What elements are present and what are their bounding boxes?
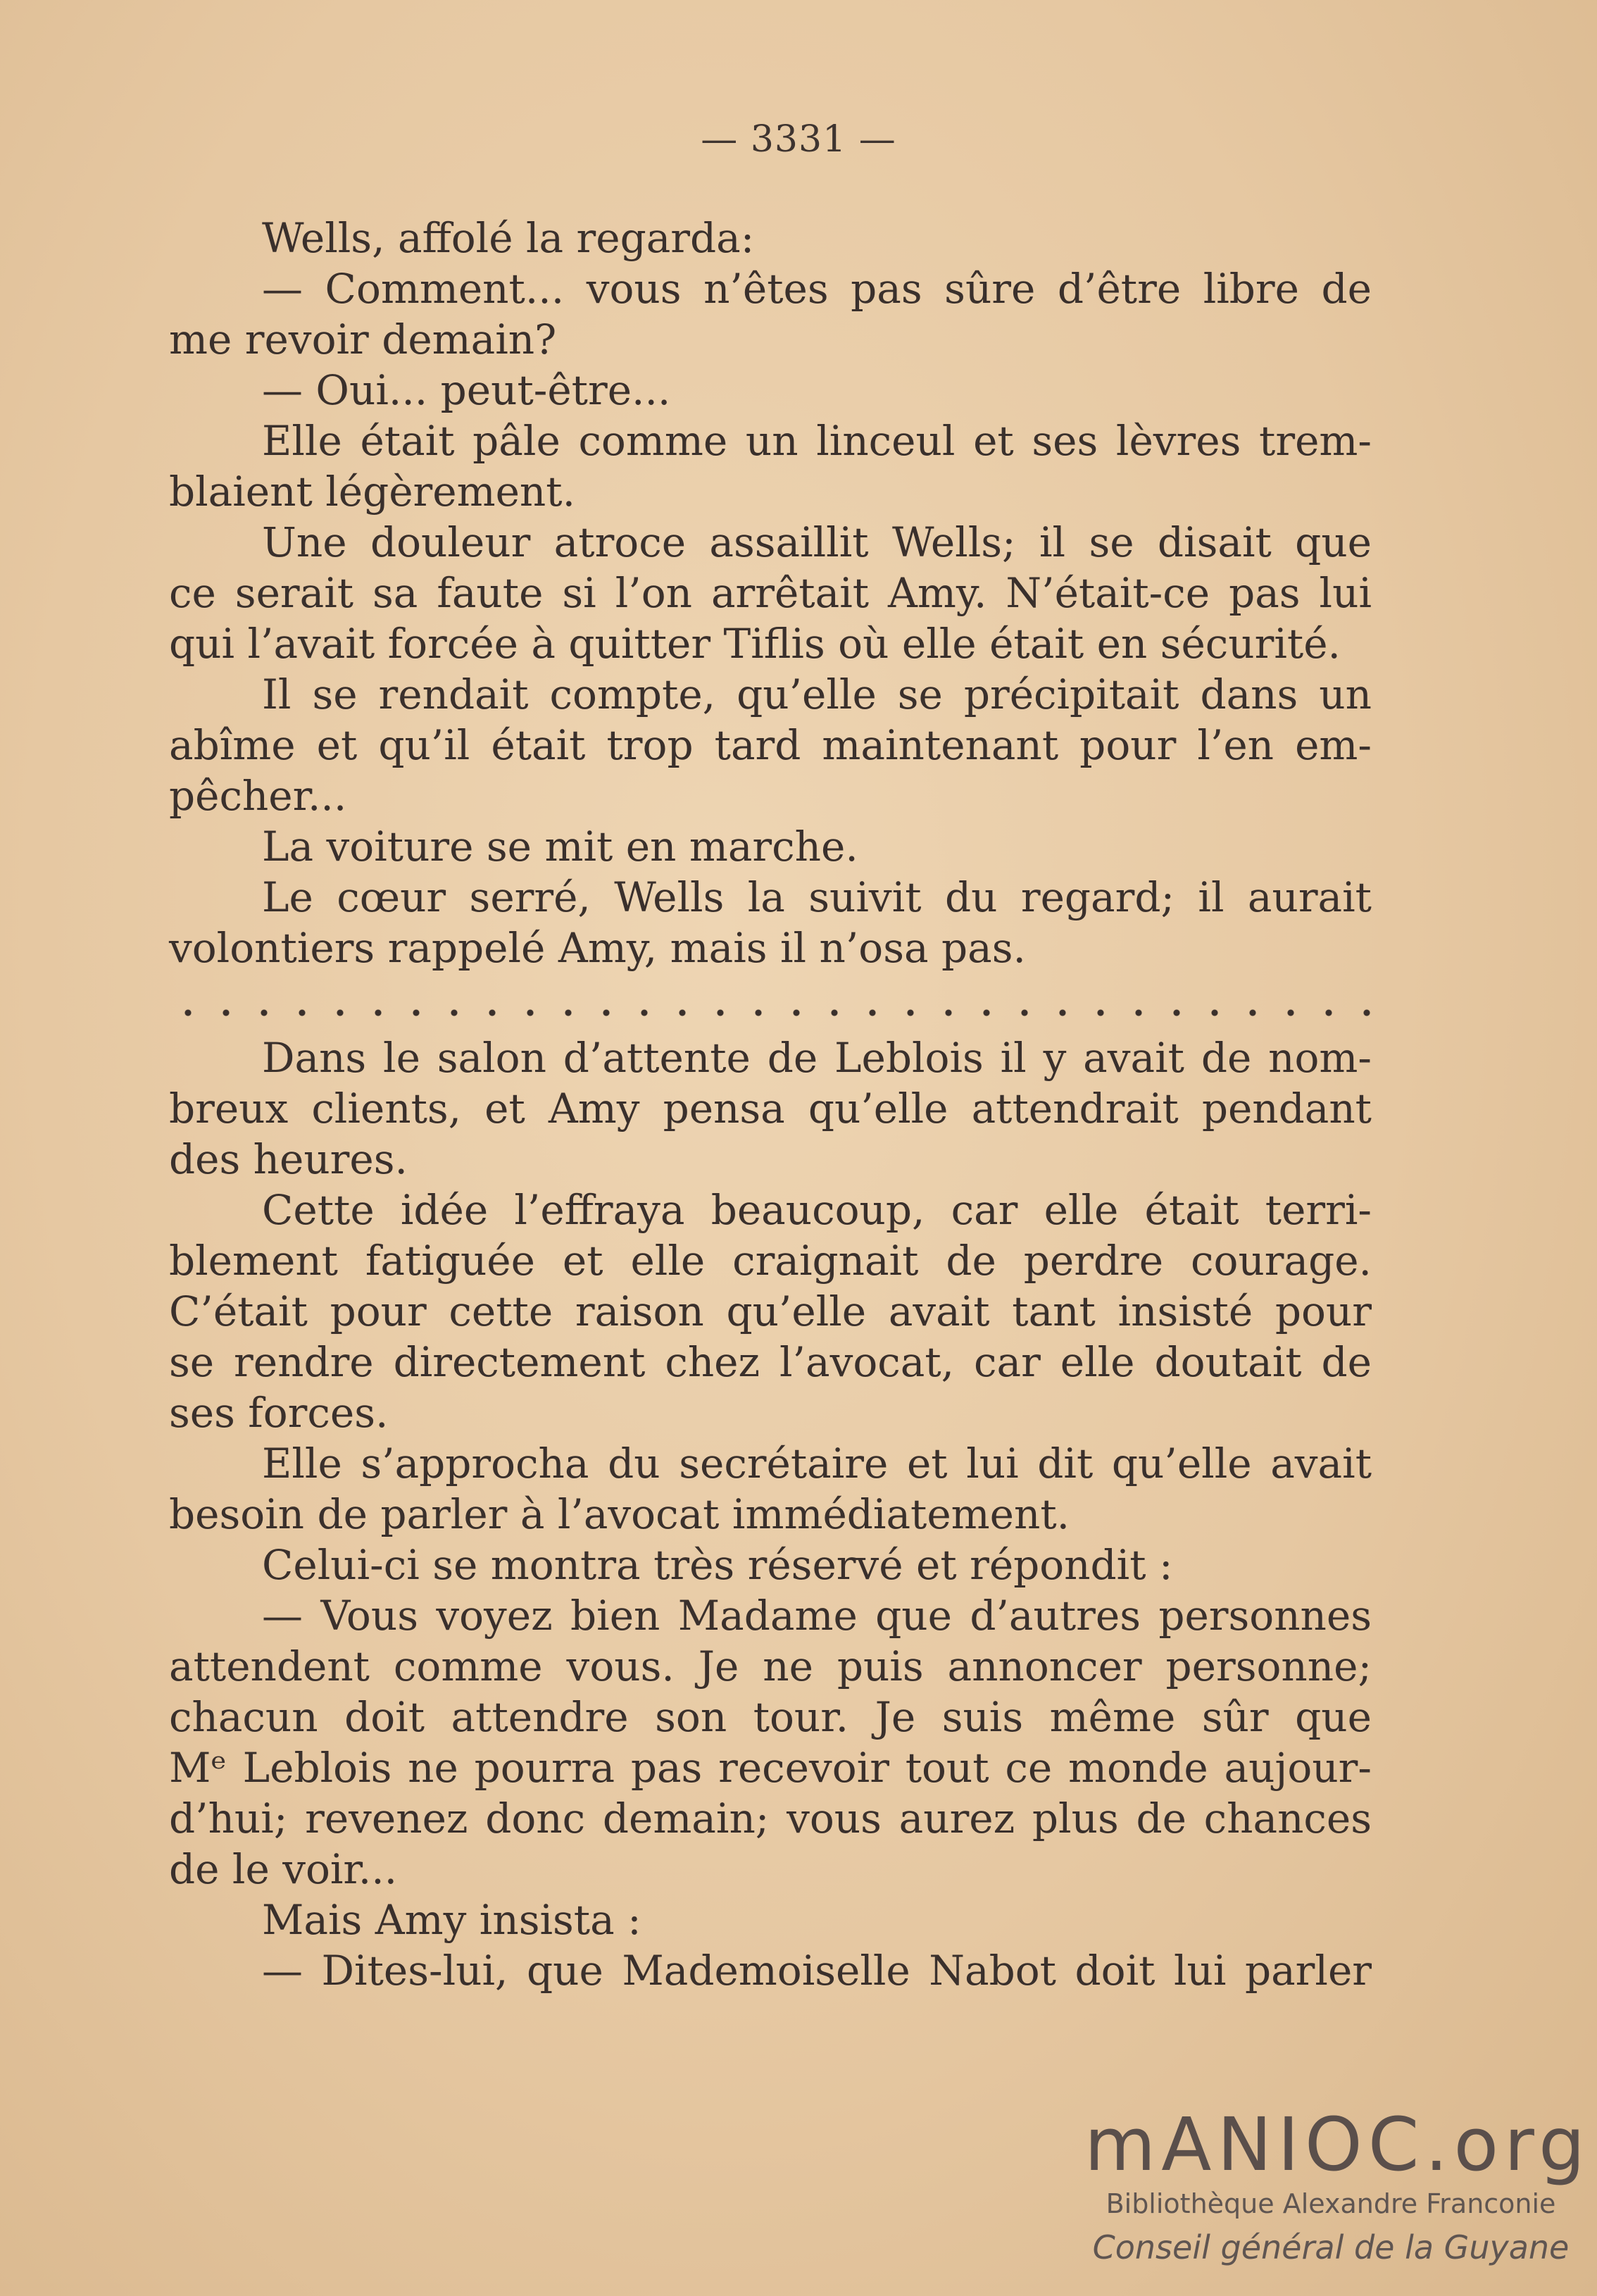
text-line: blement fatiguée et elle craignait de perdre courage. xyxy=(169,1237,1372,1285)
text-line: — Dites-lui, que Mademoiselle Nabot doit lui parler xyxy=(262,1947,1372,1995)
text-line: Wells, affolé la regarda: xyxy=(262,214,755,262)
text-line: Il se rendait compte, qu’elle se précipitait dans un xyxy=(262,670,1372,718)
text-line: des heures. xyxy=(169,1135,408,1183)
text-line: de le voir... xyxy=(169,1845,398,1893)
text-line: Dans le salon d’attente de Leblois il y avait de nom- xyxy=(262,1034,1372,1082)
text-line: abîme et qu’il était trop tard maintenant pour l’en em- xyxy=(169,721,1372,769)
text-block-1 xyxy=(169,213,1372,973)
text-line: besoin de parler à l’avocat immédiatement. xyxy=(169,1490,1070,1538)
text-line: Mᵉ Leblois ne pourra pas recevoir tout ce monde aujour- xyxy=(169,1744,1372,1792)
dotted-separator xyxy=(169,999,1372,1027)
text-line: volontiers rappelé Amy, mais il n’osa pas. xyxy=(169,924,1026,972)
text-line: Elle s’approcha du secrétaire et lui dit qu’elle avait xyxy=(262,1440,1372,1487)
text-line: pêcher... xyxy=(169,772,347,820)
text-line: d’hui; revenez donc demain; vous aurez plus de chances xyxy=(169,1795,1372,1842)
text-line: Le cœur serré, Wells la suivit du regard; il aurait xyxy=(262,873,1372,921)
manioc-watermark xyxy=(1084,2102,1591,2271)
text-line: attendent comme vous. Je ne puis annoncer personne; xyxy=(169,1642,1372,1690)
manioc-logo: mANIOC.org xyxy=(1084,2102,1591,2188)
text-line: blaient légèrement. xyxy=(169,468,576,516)
text-line: me revoir demain? xyxy=(169,316,557,363)
page-number: — 3331 — xyxy=(701,118,896,161)
text-line: qui l’avait forcée à quitter Tiflis où elle était en sécurité. xyxy=(169,620,1341,668)
council-name: Conseil général de la Guyane xyxy=(1092,2228,1570,2266)
text-line: chacun doit attendre son tour. Je suis même sûr que xyxy=(169,1693,1372,1741)
text-line: se rendre directement chez l’avocat, car elle doutait de xyxy=(169,1338,1372,1386)
text-line: — Vous voyez bien Madame que d’autres personnes xyxy=(262,1592,1372,1640)
text-line: Celui-ci se montra très réservé et répondit : xyxy=(262,1541,1173,1589)
text-line: Cette idée l’effraya beaucoup, car elle était terri- xyxy=(262,1186,1372,1234)
text-line: Une douleur atroce assaillit Wells; il se disait que xyxy=(262,518,1372,566)
text-line: Mais Amy insista : xyxy=(262,1896,641,1944)
text-line: Elle était pâle comme un linceul et ses lèvres trem- xyxy=(262,417,1372,465)
text-line: breux clients, et Amy pensa qu’elle attendrait pendant xyxy=(169,1085,1372,1133)
text-line: — Comment... vous n’êtes pas sûre d’être libre de xyxy=(262,265,1372,313)
text-line: ses forces. xyxy=(169,1389,389,1437)
text-line: C’était pour cette raison qu’elle avait tant insisté pour xyxy=(169,1287,1372,1335)
text-line: La voiture se mit en marche. xyxy=(262,823,858,871)
text-line: ce serait sa faute si l’on arrêtait Amy. N’était-ce pas lui xyxy=(169,569,1372,617)
text-line: — Oui... peut-être... xyxy=(262,366,671,414)
text-block-2 xyxy=(169,1032,1372,1996)
library-name: Bibliothèque Alexandre Franconie xyxy=(1106,2188,1556,2219)
